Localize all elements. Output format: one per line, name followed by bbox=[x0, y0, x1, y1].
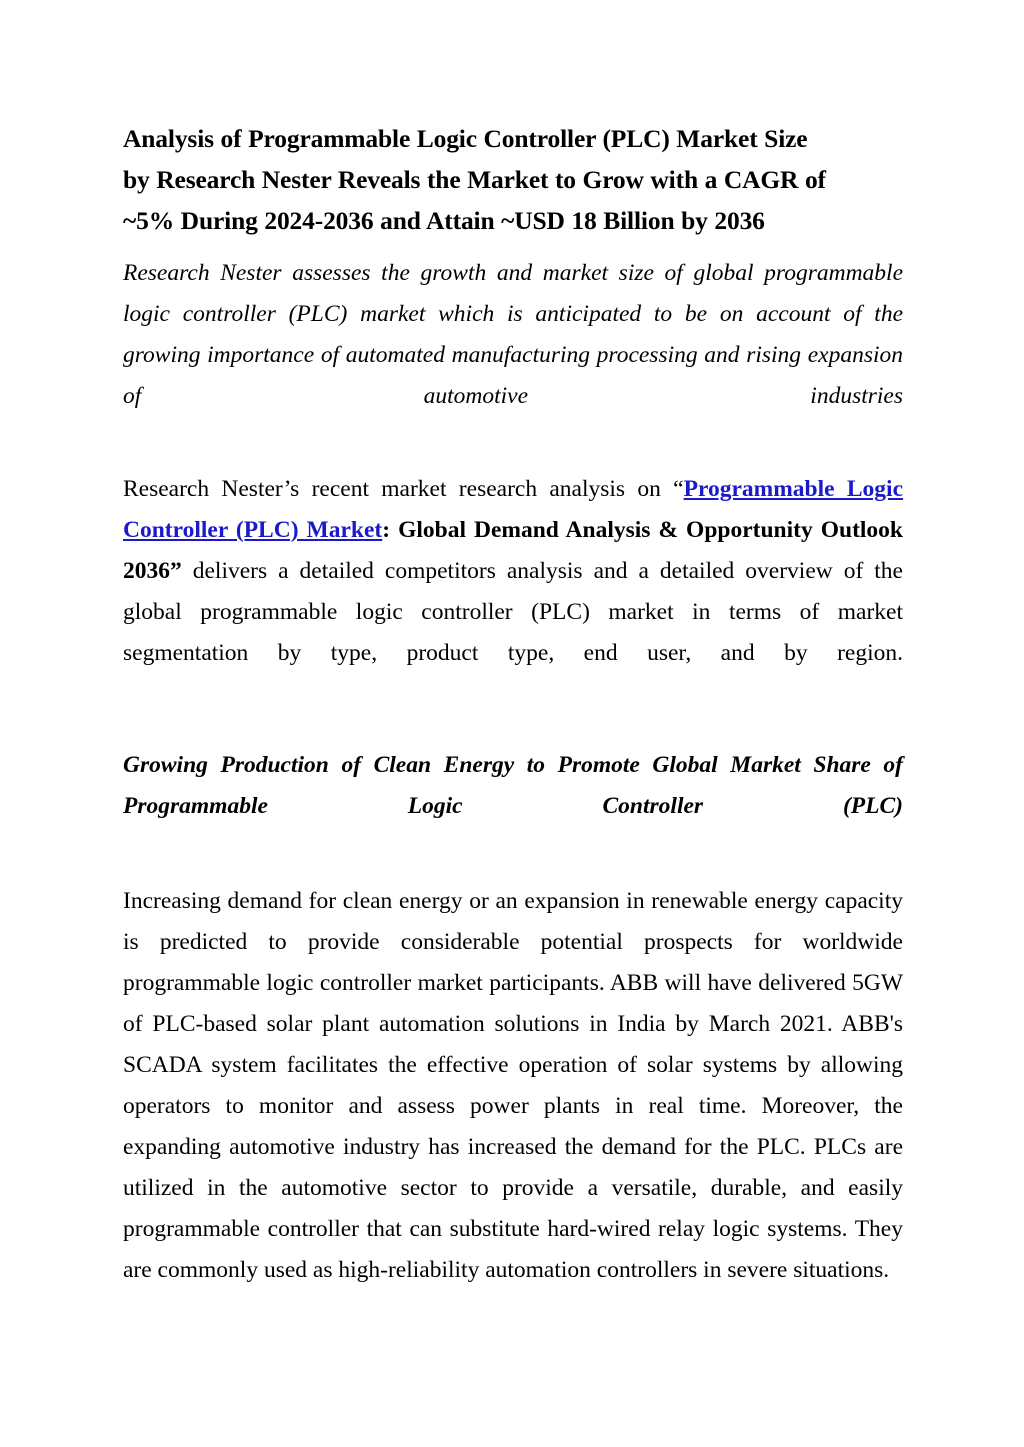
section-heading bbox=[123, 745, 903, 868]
title-line-1: Analysis of Programmable Logic Controller (PLC) Market Size bbox=[123, 124, 808, 153]
body-paragraph: Increasing demand for clean energy or an expansion in renewable energy capacity is predicted to provide considerable potential prospects for worldwide programmable logic controller market participants. ABB will have delivered 5GW of PLC-based solar plant automation solutions in India by March 2021. ABB's SCADA system facilitates the effective operation of solar systems by allowing operators to monitor and assess power plants in real time. Moreover, the expanding automotive industry has increased the demand for the PLC. PLCs are utilized in the automotive sector to provide a versatile, durable, and easily programmable controller that can substitute hard-wired relay logic systems. They are commonly used as high-reliability automation controllers in severe situations. bbox=[123, 887, 903, 1283]
title-line-3: ~5% During 2024-2036 and Attain ~USD 18 Billion by 2036 bbox=[123, 206, 765, 236]
document-body bbox=[123, 118, 903, 1291]
intro-text-plain-after-link: delivers a detailed competitors analysis and a detailed overview of the global programmable logic controller (PLC) market in terms of market segmentation by type, product type, end user, and by region. bbox=[123, 557, 903, 666]
intro-text-before-link: Research Nester’s recent market research analysis on “ bbox=[123, 475, 684, 502]
title-line-2: by Research Nester Reveals the Market to Grow with a CAGR of bbox=[123, 165, 826, 195]
intro-text-bold-after-link: : Global Demand Analysis & Opportunity Outlook 2036” bbox=[123, 516, 903, 584]
lead-paragraph: Research Nester assesses the growth and market size of global programmable logic controller (PLC) market which is anticipated to be on account of the growing importance of automated manufacturing processing and rising expansion of automotive industries bbox=[123, 259, 903, 409]
section-heading-line-2: Market Share of Programmable Logic Controller (PLC) bbox=[123, 751, 904, 819]
page-title bbox=[123, 118, 903, 242]
section-heading-line-1: Growing Production of Clean Energy to Promote Global bbox=[123, 751, 718, 778]
intro-paragraph bbox=[123, 469, 903, 715]
plc-market-report-link[interactable]: Programmable Logic Controller (PLC) Market bbox=[123, 475, 904, 543]
